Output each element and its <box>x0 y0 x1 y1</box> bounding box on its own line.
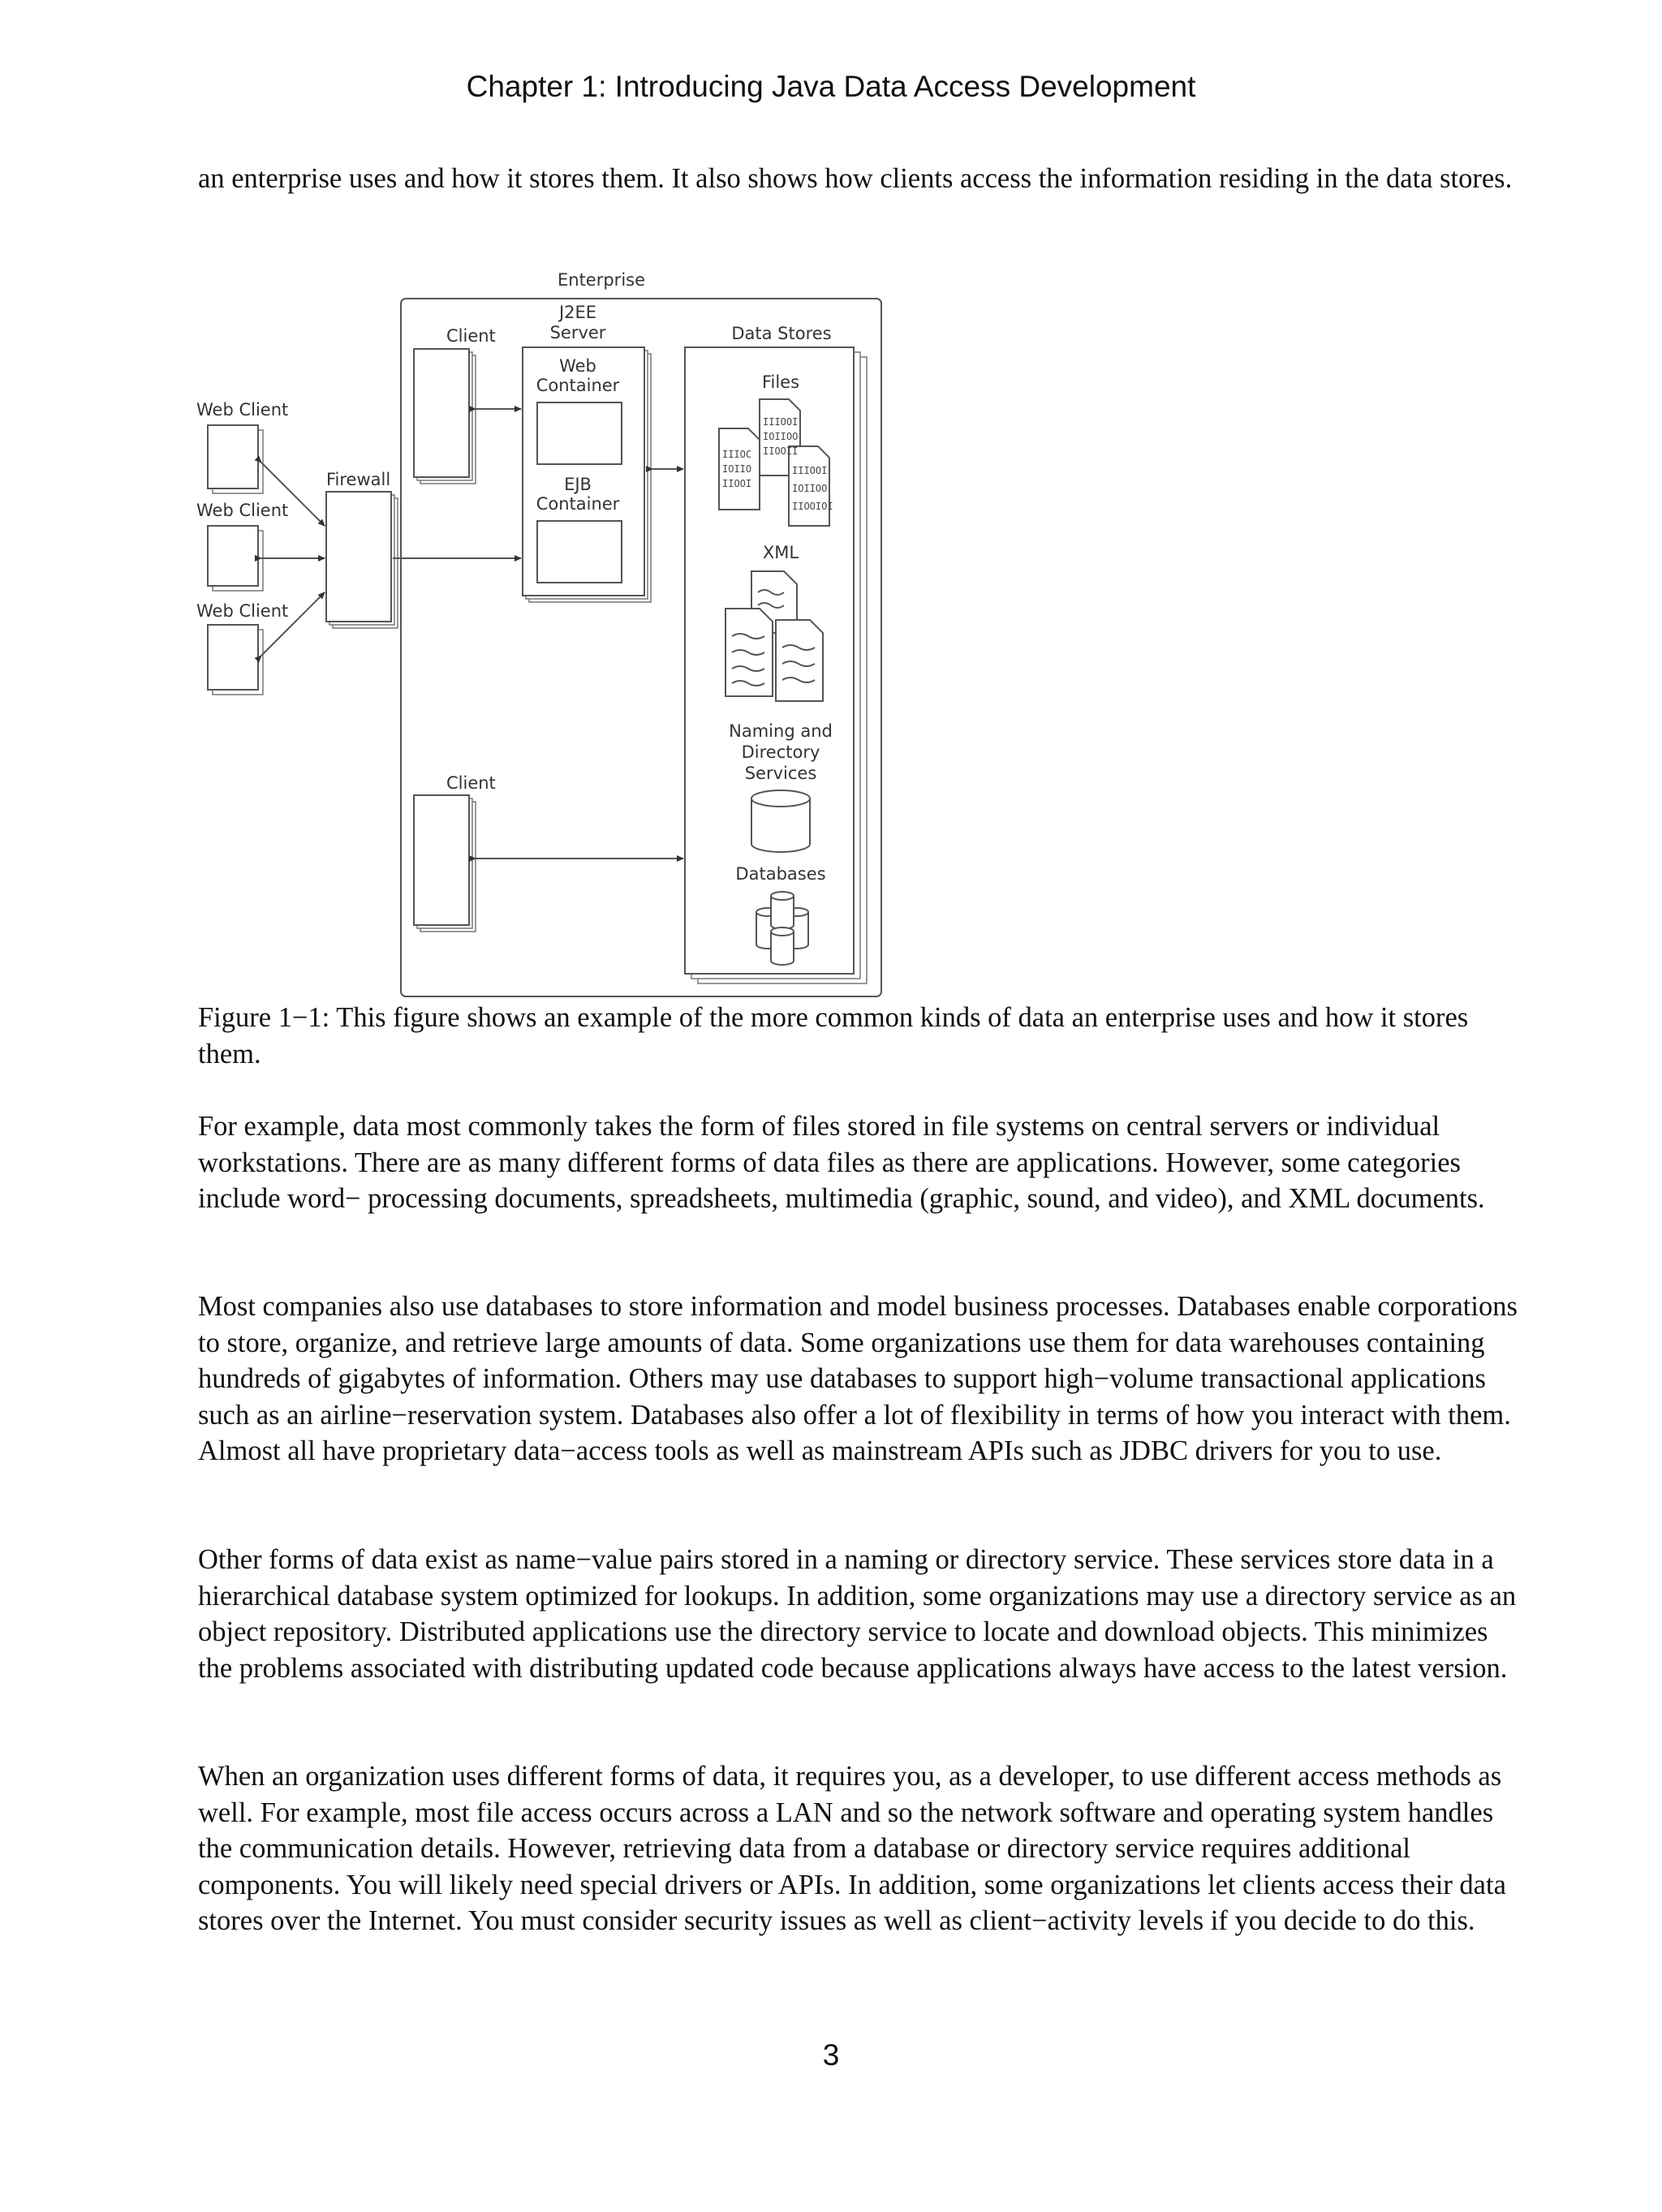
directory-service-cylinder-icon <box>751 790 810 852</box>
paragraph-text: When an organization uses different forms of data, it requires you, as a developer, to use different access methods as well. For example, most file access occurs across a LAN and so the network software and operating system handles the communication details. However, retrieving data from a database or directory service requires additional components. You will likely need special drivers or APIs. In addition, some organizations let clients access their data stores over the Internet. You must consider security issues as well as client−activity levels if you decide to do this. <box>198 1761 1506 1936</box>
ejb-container-label-line2: Container <box>536 494 620 514</box>
client-bottom <box>414 795 476 932</box>
naming-label-line2: Directory <box>741 742 820 762</box>
svg-text:IIIOOI: IIIOOI <box>763 416 799 428</box>
web-container-label-line1: Web <box>559 356 596 376</box>
paragraph-3 <box>198 1542 1529 1686</box>
svg-text:IIOOI: IIOOI <box>722 478 752 489</box>
files-label: Files <box>761 372 800 392</box>
enterprise-label: Enterprise <box>557 270 646 290</box>
svg-text:IIIOOI: IIIOOI <box>792 465 828 476</box>
svg-text:IOIIO: IOIIO <box>722 463 752 475</box>
paragraph-1 <box>198 1108 1529 1217</box>
naming-label-line3: Services <box>744 764 817 783</box>
naming-label-line1: Naming and <box>729 721 833 741</box>
svg-text:IIOOIOI: IIOOIOI <box>792 501 833 512</box>
client-bottom-label: Client <box>446 773 496 793</box>
figure-caption-text: Figure 1−1: This figure shows an example of the more common kinds of data an enterprise uses and how it stores them. <box>198 1002 1469 1069</box>
svg-text:IIIOC: IIIOC <box>722 449 752 460</box>
client-top <box>414 349 476 484</box>
figure-caption <box>198 1000 1529 1072</box>
paragraph-text: Other forms of data exist as name−value pairs stored in a naming or directory service. These services store data in a hierarchical database system optimized for lookups. In addition, some organizations may use a directory service as an object repository. Distributed applications use the directory service to locate and download objects. This minimizes the problems associated with distributing updated code because applications always have access to the latest version. <box>198 1544 1517 1684</box>
page-number: 3 <box>822 2038 840 2072</box>
web-client-3-label: Web Client <box>196 601 289 621</box>
web-client-3 <box>208 625 263 695</box>
data-stores-label: Data Stores <box>731 324 832 343</box>
web-client-2 <box>208 526 263 591</box>
firewall-label: Firewall <box>326 470 391 489</box>
enterprise-data-diagram <box>192 258 889 1005</box>
firewall <box>326 492 398 628</box>
intro-paragraph <box>198 161 1529 197</box>
paragraph-2 <box>198 1289 1529 1470</box>
svg-text:IIOOII: IIOOII <box>763 445 799 457</box>
j2ee-label-line1: J2EE <box>558 303 597 322</box>
ejb-container-label-line1: EJB <box>564 475 592 494</box>
web-client-1 <box>208 425 263 493</box>
paragraph-text: For example, data most commonly takes the form of files stored in file systems on central servers or individual workstations. There are as many different forms of data files as there are applications. However, some categories include word− processing documents, spreadsheets, multimedia (graphic, sound, and video), and XML documents. <box>198 1111 1485 1214</box>
ejb-container <box>537 521 622 583</box>
xml-label: XML <box>762 543 799 562</box>
client-top-label: Client <box>446 326 496 346</box>
web-container-label-line2: Container <box>536 376 620 395</box>
paragraph-text: Most companies also use databases to store information and model business processes. Databases enable corporations to store, organize, and retrieve large amounts of data. Some organizations use them for data warehouses containing hundreds of gigabytes of information. Others may use databases to support high−volume transactional applications such as an airline−reservation system. Databases also offer a lot of flexibility in terms of how you interact with them. Almost all have proprietary data−access tools as well as mainstream APIs such as JDBC drivers for you to use. <box>198 1291 1518 1466</box>
j2ee-label-line2: Server <box>549 323 606 342</box>
intro-text: an enterprise uses and how it stores them. It also shows how clients access the information residing in the data stores. <box>198 163 1513 194</box>
svg-text:IOIIOO: IOIIOO <box>792 483 828 494</box>
web-client-2-label: Web Client <box>196 501 289 520</box>
paragraph-4 <box>198 1758 1529 1939</box>
running-header: Chapter 1: Introducing Java Data Access Development <box>466 70 1196 103</box>
databases-label: Databases <box>735 864 826 884</box>
web-container <box>537 402 622 464</box>
web-client-1-label: Web Client <box>196 400 289 420</box>
svg-text:IOIIOO: IOIIOO <box>763 431 799 442</box>
